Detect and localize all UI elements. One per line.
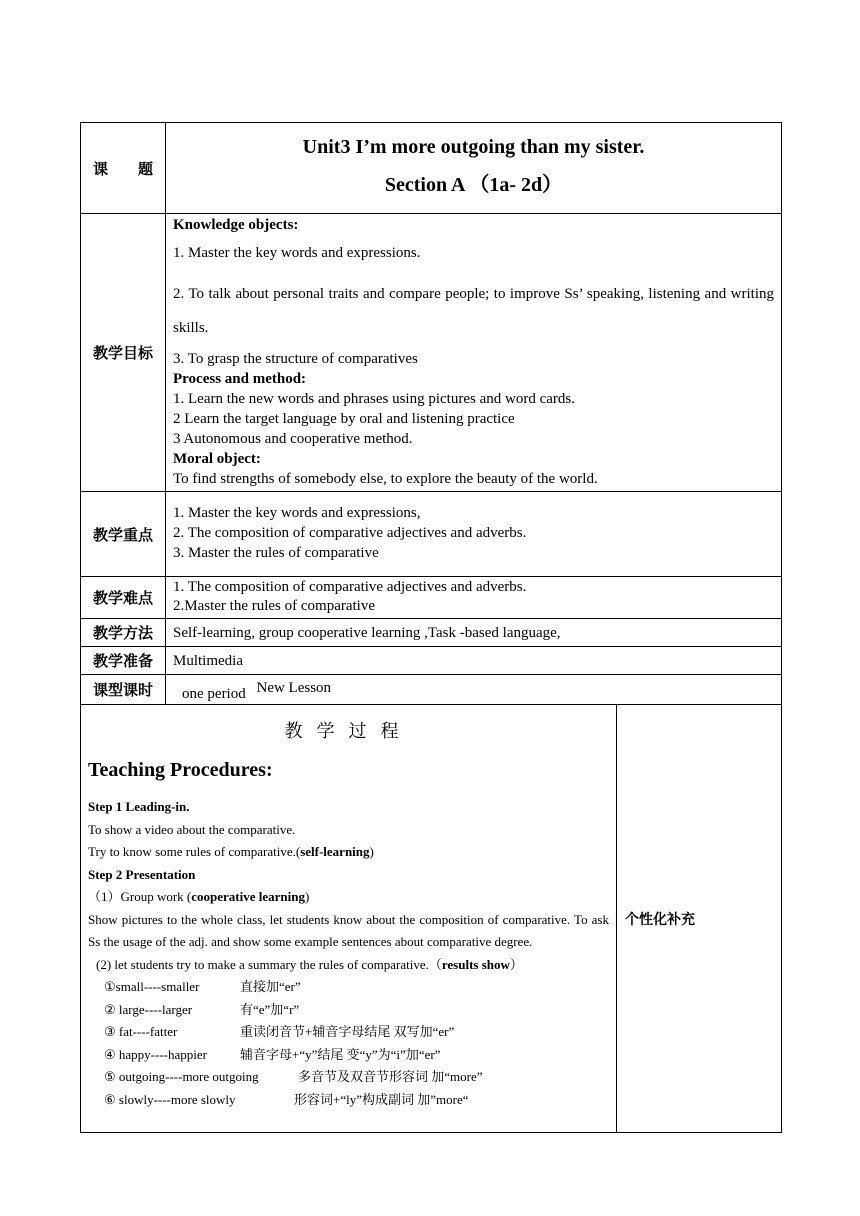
difficulty-item: 2.Master the rules of comparative: [173, 598, 376, 614]
rule-item: ④ happy----happier 辅音字母+“y”结尾 变“y”为“i”加“er”: [104, 1046, 441, 1062]
procedure-title: 教学过程: [284, 721, 413, 742]
label-keypoints: 教学重点: [81, 492, 166, 577]
rule-item: ①small----smaller 直接加“er”: [104, 979, 301, 994]
step2-group-work: （1）Group work (cooperative learning): [88, 889, 310, 904]
lesson-period: one period: [182, 685, 246, 702]
rule-item: ⑥ slowly----more slowly 形容词+“ly”构成副词 加”more“: [104, 1091, 469, 1107]
process-heading: Process and method:: [173, 371, 307, 387]
rule-item: ⑤ outgoing----more outgoing 多音节及双音节形容词 加“more”: [104, 1069, 483, 1084]
keypoint-item: 3. Master the rules of comparative: [173, 545, 379, 561]
process-item-3: 3 Autonomous and cooperative method.: [173, 431, 413, 447]
title-line-1: Unit3 I’m more outgoing than my sister.: [302, 136, 645, 158]
row-lesson-type: [81, 675, 782, 705]
knowledge-item-1: 1. Master the key words and expressions.: [173, 245, 421, 261]
row-preparation: [81, 647, 782, 675]
knowledge-item-2: 2. To talk about personal traits and compare people; to improve Ss’ speaking, listening and writing skills.: [173, 286, 775, 336]
knowledge-item-3: 3. To grasp the structure of comparatives: [173, 351, 418, 367]
row-topic: [81, 123, 782, 214]
label-preparation: 教学准备: [81, 647, 166, 675]
title-line-2: Section A （1a- 2d）: [384, 174, 563, 196]
step1-line-2: Try to know some rules of comparative.(self-learning): [88, 844, 374, 859]
keypoints-cell: [166, 492, 782, 577]
label-lesson-type: 课型课时: [81, 675, 166, 705]
step2-summary: (2) let students try to make a summary the rules of comparative.（results show）: [96, 956, 523, 972]
rule-item: ③ fat----fatter 重读闭音节+辅音字母结尾 双写加“er”: [104, 1024, 455, 1039]
process-item-1: 1. Learn the new words and phrases using pictures and word cards.: [173, 391, 575, 407]
procedure-cell: [81, 705, 617, 1133]
step1-heading: Step 1 Leading-in.: [88, 799, 190, 814]
row-methods: [81, 619, 782, 647]
row-objectives: [81, 214, 782, 492]
rules-list: [88, 976, 609, 1111]
step2-paragraph: Show pictures to the whole class, let students know about the composition of comparative. To ask Ss the usage of the adj. and show some example sentences about comparative degree.: [88, 911, 609, 949]
row-difficulties: [81, 577, 782, 619]
lesson-plan: [80, 122, 781, 1133]
objectives-cell: [166, 214, 782, 492]
lesson-kind: New Lesson: [256, 679, 332, 696]
step2-heading: Step 2 Presentation: [88, 866, 196, 882]
keypoint-item: 1. Master the key words and expressions,: [173, 505, 421, 521]
row-procedure: [81, 705, 782, 1133]
lesson-type-cell: [166, 675, 782, 705]
preparation-cell: Multimedia: [166, 647, 782, 675]
label-difficulties: 教学难点: [81, 577, 166, 619]
row-keypoints: [81, 492, 782, 577]
rule-item: ② large----larger 有“e”加“r”: [104, 1001, 300, 1017]
label-objectives: 教学目标: [81, 214, 166, 492]
lesson-plan-table: [80, 122, 782, 1133]
keypoint-item: 2. The composition of comparative adjectives and adverbs.: [173, 525, 527, 541]
label-topic: 课 题: [81, 123, 166, 214]
side-note: 个性化补充: [617, 705, 782, 1133]
moral-heading: Moral object:: [173, 451, 261, 467]
difficulty-item: 1. The composition of comparative adjectives and adverbs.: [173, 579, 527, 595]
moral-item-1: To find strengths of somebody else, to explore the beauty of the world.: [173, 471, 598, 487]
difficulties-cell: [166, 577, 782, 619]
process-item-2: 2 Learn the target language by oral and listening practice: [173, 411, 515, 427]
label-methods: 教学方法: [81, 619, 166, 647]
procedure-heading: Teaching Procedures:: [88, 759, 273, 781]
step1-line-1: To show a video about the comparative.: [88, 821, 296, 837]
lesson-title: [166, 123, 782, 214]
methods-cell: Self-learning, group cooperative learning ,Task -based language,: [166, 619, 782, 647]
knowledge-heading: Knowledge objects:: [173, 217, 299, 233]
